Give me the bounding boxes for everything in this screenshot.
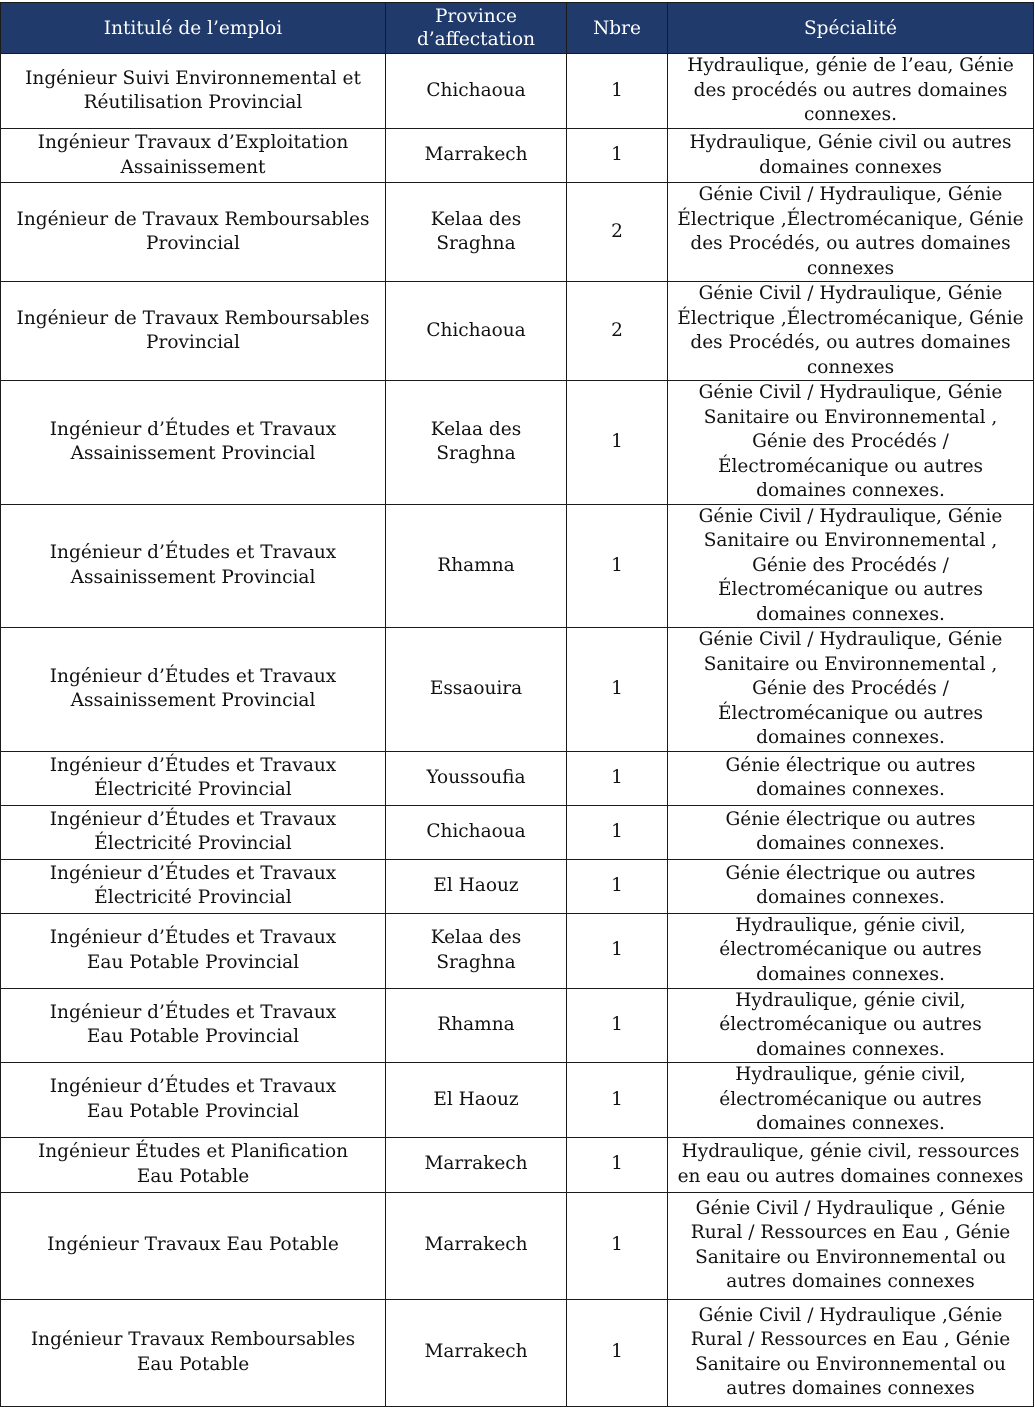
cell-nbre: 1	[567, 1299, 668, 1406]
cell-nbre: 1	[567, 859, 668, 913]
cell-intitule: Ingénieur Études et Planification Eau Potable	[1, 1137, 386, 1192]
cell-province: El Haouz	[386, 859, 567, 913]
table-row	[1, 751, 1034, 805]
cell-province: Marrakech	[386, 129, 567, 183]
cell-intitule: Ingénieur d’Études et Travaux Électricité Provincial	[1, 859, 386, 913]
cell-intitule: Ingénieur Suivi Environnemental et Réutilisation Provincial	[1, 54, 386, 129]
cell-nbre: 1	[567, 751, 668, 805]
cell-nbre: 1	[567, 1063, 668, 1138]
table-row	[1, 859, 1034, 913]
cell-intitule: Ingénieur Travaux Remboursables Eau Potable	[1, 1299, 386, 1406]
cell-specialite: Hydraulique, génie civil, électromécanique ou autres domaines connexes.	[668, 913, 1034, 988]
cell-intitule: Ingénieur de Travaux Remboursables Provincial	[1, 183, 386, 282]
cell-intitule: Ingénieur Travaux Eau Potable	[1, 1192, 386, 1299]
cell-province: Marrakech	[386, 1299, 567, 1406]
cell-nbre: 1	[567, 1192, 668, 1299]
cell-intitule: Ingénieur de Travaux Remboursables Provincial	[1, 282, 386, 381]
cell-specialite: Génie électrique ou autres domaines connexes.	[668, 805, 1034, 859]
cell-nbre: 1	[567, 54, 668, 129]
cell-province: El Haouz	[386, 1063, 567, 1138]
table-header-row	[1, 3, 1034, 54]
header-province: Province d’affectation	[386, 3, 567, 54]
cell-nbre: 1	[567, 805, 668, 859]
cell-specialite: Génie Civil / Hydraulique, Génie Sanitaire ou Environnemental , Génie des Procédés / Électromécanique ou autres domaines connexes.	[668, 628, 1034, 752]
cell-nbre: 1	[567, 1137, 668, 1192]
cell-province: Kelaa des Sraghna	[386, 381, 567, 505]
cell-province: Rhamna	[386, 988, 567, 1063]
cell-specialite: Génie électrique ou autres domaines connexes.	[668, 751, 1034, 805]
cell-nbre: 2	[567, 282, 668, 381]
cell-nbre: 1	[567, 129, 668, 183]
cell-province: Kelaa des Sraghna	[386, 913, 567, 988]
cell-specialite: Génie Civil / Hydraulique, Génie Électrique ,Électromécanique, Génie des Procédés, ou autres domaines connexes	[668, 282, 1034, 381]
cell-specialite: Génie Civil / Hydraulique , Génie Rural / Ressources en Eau , Génie Sanitaire ou Environnemental ou autres domaines connexes	[668, 1192, 1034, 1299]
table-row	[1, 504, 1034, 628]
cell-intitule: Ingénieur d’Études et Travaux Électricité Provincial	[1, 805, 386, 859]
header-nbre: Nbre	[567, 3, 668, 54]
cell-intitule: Ingénieur d’Études et Travaux Assainissement Provincial	[1, 381, 386, 505]
cell-specialite: Hydraulique, génie civil, ressources en eau ou autres domaines connexes	[668, 1137, 1034, 1192]
cell-province: Chichaoua	[386, 282, 567, 381]
table-row	[1, 381, 1034, 505]
table-row	[1, 1063, 1034, 1138]
cell-province: Chichaoua	[386, 54, 567, 129]
table-row	[1, 805, 1034, 859]
cell-specialite: Hydraulique, génie civil, électromécanique ou autres domaines connexes.	[668, 988, 1034, 1063]
table-row	[1, 129, 1034, 183]
job-offers-table	[0, 2, 1034, 1407]
cell-specialite: Génie électrique ou autres domaines connexes.	[668, 859, 1034, 913]
table-row	[1, 988, 1034, 1063]
cell-nbre: 1	[567, 381, 668, 505]
table-body	[1, 54, 1034, 1407]
cell-province: Youssoufia	[386, 751, 567, 805]
table-row	[1, 628, 1034, 752]
table-row	[1, 282, 1034, 381]
table-row	[1, 1192, 1034, 1299]
cell-specialite: Hydraulique, génie de l’eau, Génie des procédés ou autres domaines connexes.	[668, 54, 1034, 129]
cell-province: Kelaa des Sraghna	[386, 183, 567, 282]
cell-intitule: Ingénieur d’Études et Travaux Eau Potable Provincial	[1, 988, 386, 1063]
cell-intitule: Ingénieur Travaux d’Exploitation Assainissement	[1, 129, 386, 183]
cell-specialite: Génie Civil / Hydraulique, Génie Sanitaire ou Environnemental , Génie des Procédés / Électromécanique ou autres domaines connexes.	[668, 381, 1034, 505]
cell-specialite: Hydraulique, génie civil, électromécanique ou autres domaines connexes.	[668, 1063, 1034, 1138]
cell-province: Essaouira	[386, 628, 567, 752]
table-row	[1, 913, 1034, 988]
table-row	[1, 183, 1034, 282]
cell-intitule: Ingénieur d’Études et Travaux Eau Potable Provincial	[1, 1063, 386, 1138]
cell-province: Marrakech	[386, 1137, 567, 1192]
table-row	[1, 54, 1034, 129]
cell-intitule: Ingénieur d’Études et Travaux Électricité Provincial	[1, 751, 386, 805]
cell-province: Chichaoua	[386, 805, 567, 859]
cell-intitule: Ingénieur d’Études et Travaux Assainissement Provincial	[1, 504, 386, 628]
cell-specialite: Génie Civil / Hydraulique, Génie Électrique ,Électromécanique, Génie des Procédés, ou autres domaines connexes	[668, 183, 1034, 282]
cell-nbre: 1	[567, 628, 668, 752]
cell-nbre: 1	[567, 988, 668, 1063]
cell-nbre: 2	[567, 183, 668, 282]
cell-province: Rhamna	[386, 504, 567, 628]
cell-specialite: Génie Civil / Hydraulique, Génie Sanitaire ou Environnemental , Génie des Procédés / Électromécanique ou autres domaines connexes.	[668, 504, 1034, 628]
cell-intitule: Ingénieur d’Études et Travaux Assainissement Provincial	[1, 628, 386, 752]
table-row	[1, 1299, 1034, 1406]
cell-intitule: Ingénieur d’Études et Travaux Eau Potable Provincial	[1, 913, 386, 988]
cell-province: Marrakech	[386, 1192, 567, 1299]
table-row	[1, 1137, 1034, 1192]
header-specialite: Spécialité	[668, 3, 1034, 54]
cell-nbre: 1	[567, 913, 668, 988]
cell-specialite: Génie Civil / Hydraulique ,Génie Rural / Ressources en Eau , Génie Sanitaire ou Environnemental ou autres domaines connexes	[668, 1299, 1034, 1406]
header-intitule: Intitulé de l’emploi	[1, 3, 386, 54]
cell-specialite: Hydraulique, Génie civil ou autres domaines connexes	[668, 129, 1034, 183]
cell-nbre: 1	[567, 504, 668, 628]
